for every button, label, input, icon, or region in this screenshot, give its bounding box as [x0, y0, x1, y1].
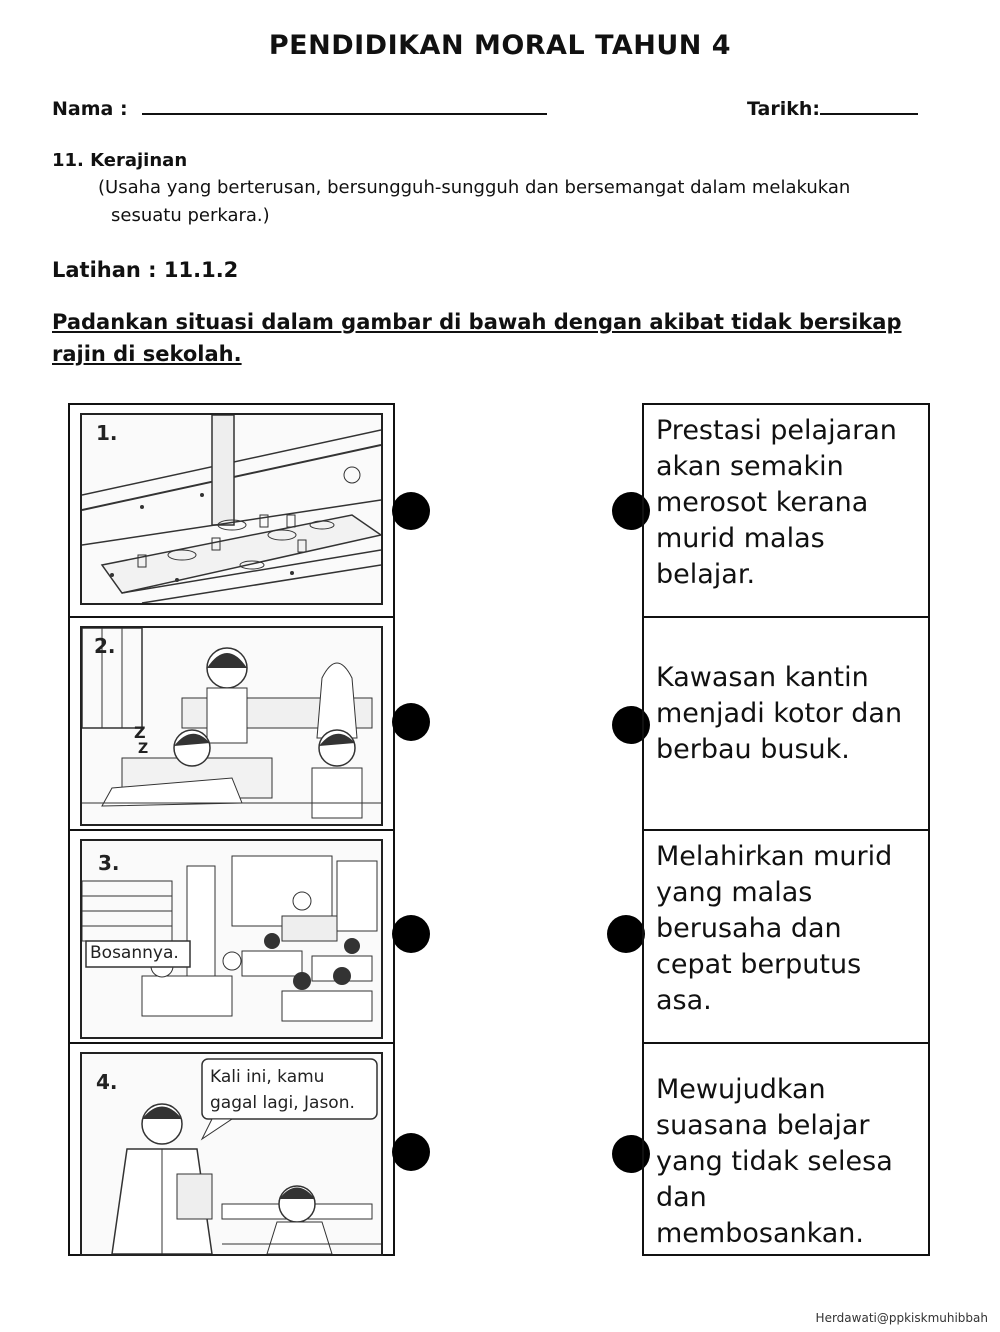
picture-2-classroom-sleeping [80, 626, 383, 826]
date-field[interactable] [820, 113, 918, 115]
name-field[interactable] [142, 113, 547, 115]
page-title: PENDIDIKAN MORAL TAHUN 4 [268, 30, 732, 61]
answer-cell-4 [644, 1044, 928, 1254]
answer-column [642, 403, 930, 1256]
answer-3-line: yang malas [656, 877, 813, 908]
answer-4-line: dan membosankan. [656, 1182, 864, 1249]
topic-definition-line2: sesuatu perkara.) [111, 205, 270, 226]
picture-1-number: 1. [96, 421, 118, 445]
picture-4-speech-line1: Kali ini, kamu [210, 1067, 325, 1087]
classroom-sleeping-illustration [82, 628, 381, 824]
answer-1-line: belajar. [656, 559, 756, 590]
topic-definition-line1: (Usaha yang berterusan, bersungguh-sungguh dan bersemangat dalam melakukan [98, 177, 851, 198]
picture-column [68, 403, 395, 1256]
answer-4-line: suasana belajar [656, 1110, 870, 1141]
date-label: Tarikh: [747, 98, 820, 120]
svg-text:Z: Z [138, 741, 149, 757]
picture-cell-4 [70, 1044, 393, 1258]
answer-1-line: Prestasi pelajaran [656, 415, 897, 446]
answer-2-line: Kawasan kantin [656, 662, 869, 693]
picture-cell-3 [70, 831, 393, 1044]
answer-cell-3 [644, 831, 928, 1044]
answer-4-line: yang tidak selesa [656, 1146, 893, 1177]
answer-1-line: akan semakin [656, 451, 844, 482]
picture-4-teacher-scolding [80, 1052, 383, 1256]
picture-4-speech-line2: gagal lagi, Jason. [210, 1093, 355, 1113]
picture-cell-2 [70, 618, 393, 831]
answer-3-line: berusaha dan [656, 913, 842, 944]
footer-credit: Herdawati@ppkiskmuhibbah [815, 1311, 988, 1325]
answer-2-line: menjadi kotor dan [656, 698, 903, 729]
classroom-bored-illustration [82, 841, 381, 1037]
match-dot-left-3[interactable] [392, 915, 430, 953]
name-row [52, 98, 547, 120]
picture-2-number: 2. [94, 634, 116, 658]
answer-cell-1 [644, 405, 928, 618]
answer-3-line: cepat berputus [656, 949, 862, 980]
answer-1-line: murid malas [656, 523, 825, 554]
answer-4-line: Mewujudkan [656, 1074, 826, 1105]
svg-text:Z: Z [134, 723, 146, 742]
topic-heading: 11. Kerajinan [52, 150, 188, 171]
instruction-line2: rajin di sekolah. [52, 342, 242, 366]
picture-3-classroom-bored [80, 839, 383, 1039]
picture-4-speech [210, 1064, 355, 1116]
match-dot-left-2[interactable] [392, 703, 430, 741]
date-row [747, 98, 918, 120]
exercise-label: Latihan : 11.1.2 [52, 258, 239, 282]
match-dot-left-4[interactable] [392, 1133, 430, 1171]
canteen-illustration [82, 415, 381, 603]
match-dot-right-3[interactable] [607, 915, 645, 953]
picture-4-number: 4. [96, 1070, 118, 1094]
instruction-line1: Padankan situasi dalam gambar di bawah dengan akibat tidak bersikap [52, 310, 902, 334]
picture-3-number: 3. [98, 851, 120, 875]
picture-1-canteen [80, 413, 383, 605]
picture-3-speech: Bosannya. [90, 943, 179, 963]
answer-2-line: berbau busuk. [656, 734, 850, 765]
answer-1-line: merosot kerana [656, 487, 869, 518]
answer-3-line: Melahirkan murid [656, 841, 893, 872]
answer-cell-2 [644, 618, 928, 831]
name-label: Nama : [52, 98, 128, 120]
match-dot-left-1[interactable] [392, 492, 430, 530]
answer-3-line: asa. [656, 985, 712, 1016]
picture-cell-1 [70, 405, 393, 618]
